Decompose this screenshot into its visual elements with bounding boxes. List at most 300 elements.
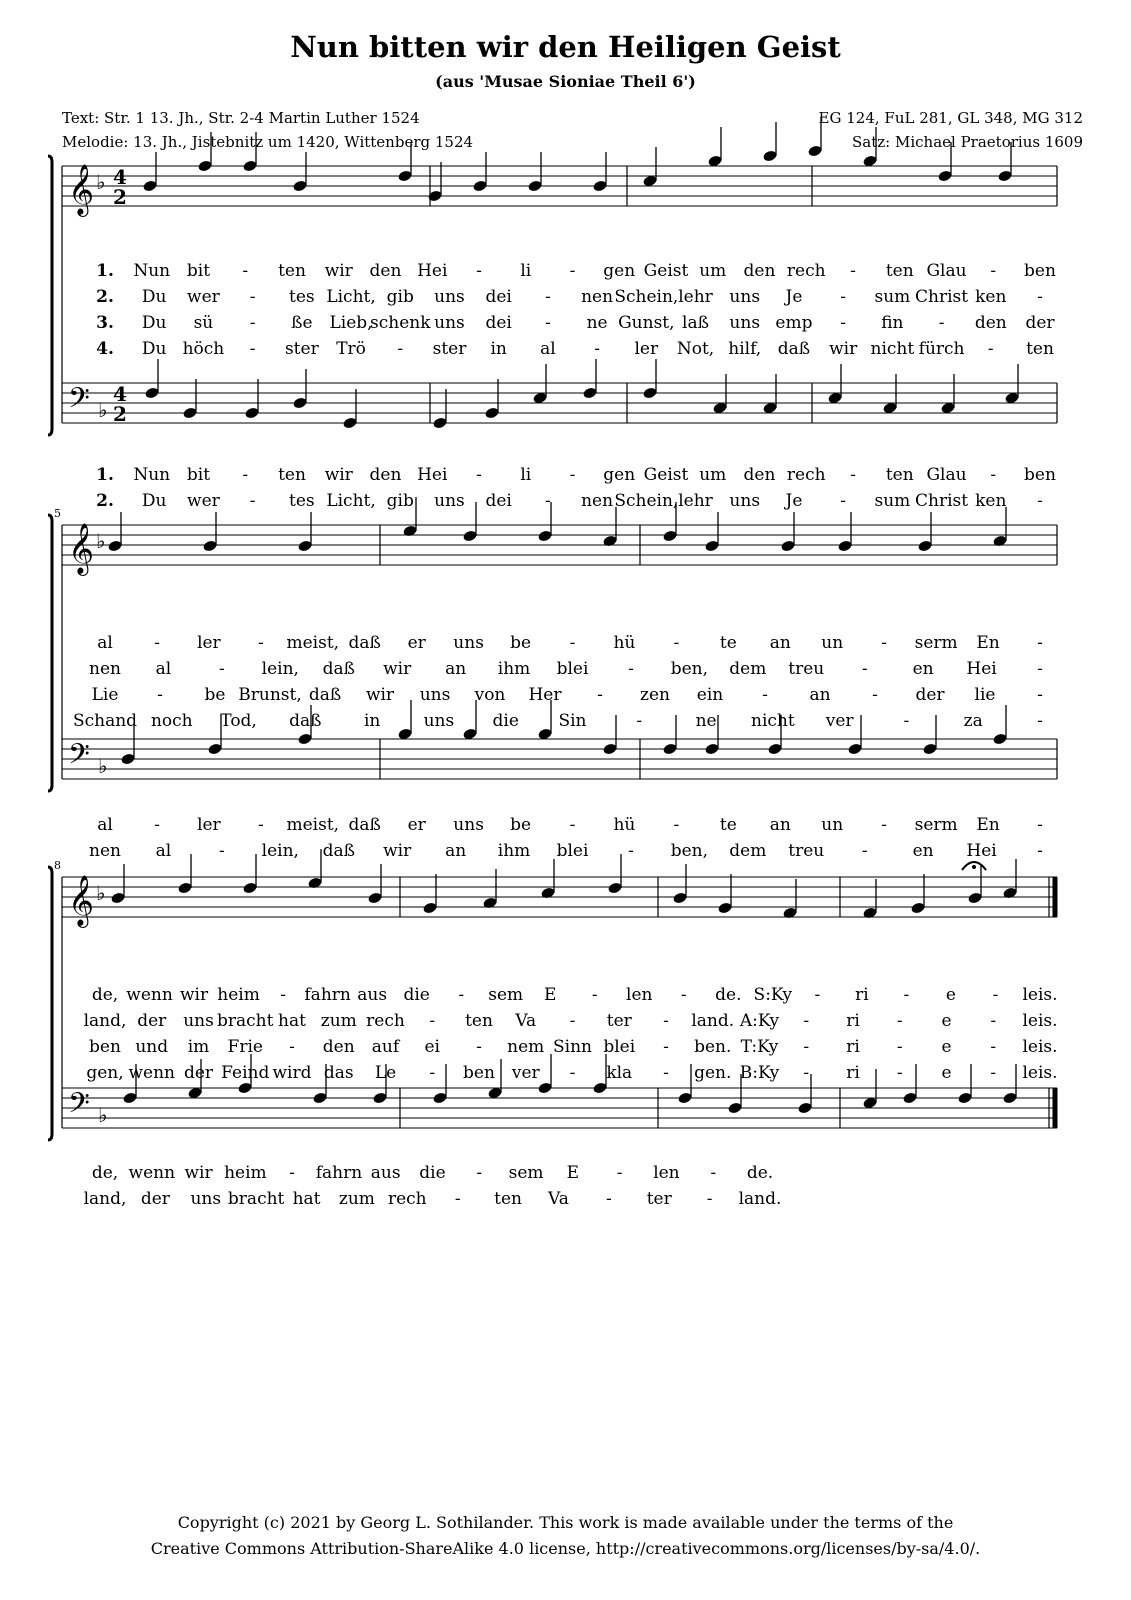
system-3-lower-lyrics-verse-2-syllable: land, [83, 1189, 127, 1209]
system-1-lower-lyrics-verse-2-syllable: uns [434, 491, 465, 511]
system-3-upper-lyrics-verse-2-syllable: rech [366, 1011, 405, 1031]
system-1-upper-lyrics-verse-3-syllable: der [1025, 313, 1055, 333]
system-1-upper-lyrics-verse-3-syllable: ne [586, 313, 608, 333]
system-2-upper-lyrics-verse-1-syllable: - [154, 633, 160, 653]
system-3-upper-lyrics-verse-3-syllable: ri [846, 1037, 860, 1057]
system-3-lower-lyrics-verse-2-syllable: - [605, 1189, 612, 1209]
system-1-upper-lyrics-verse-4-syllable: - [987, 339, 994, 359]
system-2-upper-lyrics-verse-3-syllable: lie [974, 685, 996, 705]
system-1-upper-lyrics-verse-2-syllable: Christ [915, 287, 969, 307]
system-3-upper-lyrics-verse-3-syllable: leis. [1022, 1037, 1058, 1057]
system-1-lower-lyrics-verse-1-syllable: ben [1024, 465, 1056, 485]
system-2-upper-lyrics-verse-4-syllable: - [903, 711, 910, 731]
system-2-lower-lyrics-verse-2-syllable: - [861, 841, 868, 861]
system-1-upper-lyrics-verse-2-syllable: Licht, [326, 287, 376, 307]
system-2-upper-lyrics-verse-2-syllable: ihm [497, 659, 531, 679]
system-3-upper-lyrics-verse-2-syllable: land, [83, 1011, 127, 1031]
system-1-upper-lyrics-verse-3-syllable: - [545, 313, 551, 333]
time-signature-top: 4 [113, 165, 127, 189]
system-3-upper-lyrics-verse-1-syllable: sem [488, 985, 524, 1005]
system-2-upper-lyrics-verse-4-syllable: die [492, 711, 519, 731]
system-2-upper-lyrics-verse-4-syllable: za [963, 711, 983, 731]
system-2-upper-lyrics-verse-4-syllable: Sin [558, 711, 587, 731]
system-2-upper-lyrics-verse-4-syllable: daß [289, 711, 322, 731]
system-1-upper-lyrics-verse-4-syllable: ler [634, 339, 659, 359]
system-3-upper-lyrics-verse-4-syllable: - [663, 1063, 669, 1083]
system-3-upper-lyrics-verse-1-syllable: wenn [126, 985, 173, 1005]
system-1-lower-lyrics-verse-2-syllable: - [249, 491, 256, 511]
system-3-upper-lyrics-verse-4-syllable: - [429, 1063, 436, 1083]
system-3-upper-lyrics-verse-3-syllable: T:Ky [740, 1037, 779, 1057]
system-2-upper-lyrics-verse-4-syllable: in [363, 711, 381, 731]
system-3-upper-lyrics-verse-3-syllable: nem [507, 1037, 545, 1057]
system-1-upper-lyrics-verse-1-syllable: Glau [926, 261, 967, 281]
system-1-lower-lyrics-verse-2-syllable: 2. [96, 491, 114, 511]
system-1-upper-lyrics-verse-1-syllable: ten [885, 261, 914, 281]
system-1-upper-lyrics-verse-2-syllable: - [840, 287, 847, 307]
system-1-upper-lyrics-verse-1-syllable: - [990, 261, 997, 281]
system-3-upper-lyrics-verse-1-syllable: de. [715, 985, 742, 1005]
system-2-lower-lyrics-verse-1-syllable: En [976, 815, 1000, 835]
system-3-upper-lyrics-verse-3-syllable: den [322, 1037, 355, 1057]
system-3-lower-lyrics-verse-1-syllable: aus [370, 1163, 401, 1183]
system-2-lower-lyrics-verse-2-syllable: Hei [966, 841, 997, 861]
system-3-upper-lyrics-verse-2-syllable: der [137, 1011, 167, 1031]
system-2-lower-lyrics-verse-1-syllable: daß [348, 815, 381, 835]
system-2-upper-lyrics-verse-2-syllable: - [1037, 659, 1043, 679]
system-1-upper-lyrics-verse-2-syllable: gib [386, 287, 414, 307]
system-1-upper-lyrics-verse-2-syllable: - [545, 287, 551, 307]
system-3-lower-lyrics-verse-2-syllable: der [140, 1189, 170, 1209]
system-2-lower-lyrics-verse-1-syllable: serm [914, 815, 958, 835]
system-1-upper-lyrics-verse-1-syllable: - [850, 261, 856, 281]
system-1-lower-lyrics-verse-1-syllable: - [476, 465, 482, 485]
system-2-lower-lyrics-verse-2-syllable: an [445, 841, 467, 861]
system-3-lower-lyrics-verse-1-syllable: len [653, 1163, 680, 1183]
system-1-upper-lyrics-verse-4-syllable: daß [777, 339, 811, 359]
system-2-upper-lyrics-verse-2-syllable: Hei [966, 659, 997, 679]
system-3-upper-lyrics-verse-4-syllable: Feind [221, 1063, 270, 1083]
system-3-upper-lyrics-verse-2-syllable: ten [465, 1011, 493, 1031]
system-1-lower-lyrics-verse-1-syllable: den [369, 465, 402, 485]
system-1-upper-lyrics-verse-1-syllable: Nun [133, 261, 171, 281]
system-3-upper-lyrics-verse-2-syllable: - [569, 1011, 576, 1031]
system-1-lower-lyrics-verse-2-syllable: sum [874, 491, 911, 511]
system-3-upper-lyrics-verse-4-syllable: Le [374, 1063, 397, 1083]
system-3-upper-lyrics-verse-4-syllable: - [569, 1063, 576, 1083]
system-3-upper-lyrics-verse-2-syllable: leis. [1022, 1011, 1058, 1031]
system-2-upper-lyrics-verse-3-syllable: - [157, 685, 163, 705]
system-1-upper-lyrics-verse-2-syllable: tes [289, 287, 315, 307]
system-3-lower-lyrics-verse-1-syllable: fahrn [315, 1163, 363, 1183]
system-1-upper-lyrics-verse-2-syllable: lehr [678, 287, 713, 307]
system-1-upper-lyrics-verse-1-syllable: - [242, 261, 249, 281]
system-2-upper-lyrics-verse-1-syllable: - [1037, 633, 1043, 653]
system-2-upper-lyrics-verse-4-syllable: uns [423, 711, 455, 731]
system-2-lower-lyrics-verse-2-syllable: nen [89, 841, 121, 861]
system-1-upper-lyrics-verse-4-syllable: - [397, 339, 404, 359]
system-1-lower-lyrics-verse-1-syllable: wir [324, 465, 353, 485]
system-1-upper-lyrics-verse-3-syllable: - [249, 313, 256, 333]
system-1-upper-lyrics-verse-1-syllable: rech [786, 261, 826, 281]
system-2-upper-lyrics-verse-1-syllable: un [821, 633, 844, 653]
system-3-upper-lyrics-verse-1-syllable: - [814, 985, 821, 1005]
system-3-lower-lyrics-verse-1-syllable: de. [746, 1163, 774, 1183]
system-1-upper-lyrics-verse-2-syllable: 2. [96, 287, 114, 307]
fermata-dot-icon [972, 865, 976, 869]
system-3-treble-flat-icon: ♭ [96, 881, 106, 905]
system-2-lower-lyrics-verse-2-syllable: en [912, 841, 934, 861]
system-3-measure-number: 8 [54, 859, 61, 872]
system-1-upper-lyrics-verse-1-syllable: 1. [96, 261, 114, 281]
system-1-upper-lyrics-verse-2-syllable: nen [581, 287, 614, 307]
system-3-upper-lyrics-verse-2-syllable: ter [606, 1011, 632, 1031]
system-2-upper-lyrics-verse-2-syllable: dem [729, 659, 767, 679]
system-3-lower-lyrics-verse-1-syllable: de, [91, 1163, 119, 1183]
system-1-upper-lyrics-verse-4-syllable: 4. [96, 339, 114, 359]
system-3-upper-lyrics-verse-4-syllable: wird [272, 1063, 312, 1083]
system-1-lower-lyrics-verse-1-syllable: - [242, 465, 249, 485]
system-3-upper-lyrics-verse-1-syllable: ri [855, 985, 869, 1005]
system-2-lower-lyrics-verse-1-syllable: - [569, 815, 576, 835]
system-3-lower-lyrics-verse-2-syllable: ter [646, 1189, 672, 1209]
system-1-upper-lyrics-verse-3-syllable: Du [141, 313, 167, 333]
system-1-upper-lyrics-verse-3-syllable: dei [485, 313, 512, 333]
system-1-lower-lyrics-verse-2-syllable: tes [289, 491, 315, 511]
system-2-upper-lyrics-verse-3-syllable: Brunst, [238, 685, 302, 705]
system-1-upper-lyrics-verse-2-syllable: uns [434, 287, 465, 307]
system-3-upper-lyrics-verse-2-syllable: zum [320, 1011, 357, 1031]
setting-credit: Satz: Michael Praetorius 1609 [852, 133, 1083, 151]
system-2-upper-lyrics-verse-2-syllable: daß [322, 659, 355, 679]
copyright-line-2: Creative Commons Attribution-ShareAlike 4.0 license, http://creativecommons.org/licenses/by-sa/4.0/. [150, 1539, 981, 1558]
system-2-lower-lyrics-verse-2-syllable: wir [383, 841, 412, 861]
system-1-lower-lyrics-verse-2-syllable: uns [729, 491, 761, 511]
system-3-upper-lyrics-verse-2-syllable: - [896, 1011, 903, 1031]
system-1-lower-lyrics-verse-1-syllable: gen [603, 465, 636, 485]
system-3-lower-lyrics-verse-1-syllable: - [476, 1163, 483, 1183]
system-1-upper-lyrics-verse-2-syllable: Du [141, 287, 167, 307]
melody-credit: Melodie: 13. Jh., Jistebnitz um 1420, Wittenberg 1524 [62, 133, 474, 151]
system-1-lower-lyrics-verse-2-syllable: - [545, 491, 551, 511]
system-1-treble-clef-icon: 𝄞 [68, 164, 95, 215]
system-1-lower-lyrics-verse-2-syllable: wer [187, 491, 220, 511]
system-3-upper-lyrics-verse-3-syllable: ben [89, 1037, 121, 1057]
system-2-upper-lyrics-verse-2-syllable: en [912, 659, 934, 679]
system-3-upper-lyrics-verse-2-syllable: - [429, 1011, 436, 1031]
system-1-upper-lyrics-verse-3-syllable: schenk [370, 313, 431, 333]
system-3-lower-lyrics-verse-1-syllable: - [289, 1163, 296, 1183]
system-1-lower-lyrics-verse-1-syllable: Hei [417, 465, 448, 485]
system-1-lower-lyrics-verse-1-syllable: li [520, 465, 532, 485]
system-1-lower-lyrics-verse-1-syllable: den [743, 465, 776, 485]
system-3-upper-lyrics-verse-3-syllable: - [476, 1037, 482, 1057]
system-1-lower-lyrics-verse-1-syllable: - [569, 465, 576, 485]
system-1-upper-lyrics-verse-3-syllable: den [974, 313, 1007, 333]
system-1-upper-lyrics-verse-4-syllable: höch [182, 339, 225, 359]
system-3-upper-lyrics-verse-1-syllable: - [591, 985, 598, 1005]
system-1-upper-lyrics-verse-3-syllable: emp [775, 313, 813, 333]
system-3-upper-lyrics-verse-3-syllable: - [803, 1037, 810, 1057]
system-1-bracket [48, 156, 52, 435]
time-signature-bottom: 2 [113, 185, 127, 209]
system-2-upper-lyrics-verse-3-syllable: von [474, 685, 506, 705]
system-2-upper-lyrics-verse-2-syllable: an [445, 659, 467, 679]
system-3-upper-lyrics-verse-4-syllable: ben [463, 1063, 495, 1083]
system-1-lower-lyrics-verse-1-syllable: Nun [133, 465, 171, 485]
system-3-upper-lyrics-verse-4-syllable: kla [606, 1063, 633, 1083]
system-1-bass-clef-icon: 𝄢 [68, 382, 90, 422]
system-3-upper-lyrics-verse-1-syllable: wir [179, 985, 209, 1005]
hymnal-refs: EG 124, FuL 281, GL 348, MG 312 [818, 109, 1083, 127]
system-1-upper-lyrics-verse-4-syllable: hilf, [728, 339, 762, 359]
system-3-lower-lyrics-verse-2-syllable: rech [387, 1189, 427, 1209]
system-1-upper-lyrics-verse-1-syllable: gen [603, 261, 636, 281]
system-2-lower-lyrics-verse-2-syllable: - [1037, 841, 1043, 861]
system-1-upper-lyrics-verse-1-syllable: wir [324, 261, 353, 281]
system-3-lower-lyrics-verse-2-syllable: bracht [227, 1189, 285, 1209]
system-3-upper-lyrics-verse-4-syllable: das [323, 1063, 354, 1083]
system-3-upper-lyrics-verse-2-syllable: uns [183, 1011, 214, 1031]
system-3-upper-lyrics-verse-4-syllable: ri [846, 1063, 860, 1083]
system-1-upper-lyrics-verse-1-syllable: li [520, 261, 532, 281]
system-3-upper-lyrics-verse-1-syllable: die [403, 985, 430, 1005]
system-3-upper-lyrics-verse-1-syllable: fahrn [304, 985, 351, 1005]
system-2-upper-lyrics-verse-2-syllable: - [219, 659, 225, 679]
system-3-lower-lyrics-verse-2-syllable: land. [738, 1189, 782, 1209]
system-3-upper-lyrics-verse-1-syllable: S:Ky [753, 985, 793, 1005]
system-2-upper-lyrics-verse-3-syllable: - [872, 685, 878, 705]
system-3-upper-lyrics-verse-3-syllable: blei [603, 1037, 636, 1057]
system-3-upper-lyrics-verse-3-syllable: - [896, 1037, 903, 1057]
system-1-upper-lyrics-verse-2-syllable: sum [874, 287, 911, 307]
system-2-upper-lyrics-verse-1-syllable: hü [613, 633, 636, 653]
system-1-upper-lyrics-verse-1-syllable: ten [278, 261, 306, 281]
system-1-upper-lyrics-verse-2-syllable: - [1037, 287, 1043, 307]
system-2-lower-lyrics-verse-1-syllable: un [821, 815, 844, 835]
system-2-treble-clef-icon: 𝄞 [68, 523, 95, 574]
system-1-bass-flat-icon: ♭ [98, 398, 108, 422]
system-3-upper-lyrics-verse-1-syllable: - [680, 985, 687, 1005]
system-3-lower-lyrics-verse-2-syllable: hat [292, 1189, 321, 1209]
system-3-upper-lyrics-verse-2-syllable: Va [515, 1011, 537, 1031]
system-2-lower-lyrics-verse-2-syllable: treu [788, 841, 825, 861]
system-1-lower-lyrics-verse-2-syllable: gib [386, 491, 414, 511]
system-2-upper-lyrics-verse-3-syllable: - [597, 685, 603, 705]
system-1-upper-lyrics-verse-4-syllable: fürch [918, 339, 965, 359]
system-3-upper-lyrics-verse-4-syllable: - [803, 1063, 810, 1083]
system-1-upper-lyrics-verse-4-syllable: Du [141, 339, 167, 359]
system-1-upper-lyrics-verse-3-syllable: Lieb, [329, 313, 373, 333]
system-2-measure-number: 5 [54, 507, 61, 520]
system-2-upper-lyrics-verse-1-syllable: En [976, 633, 1000, 653]
system-1-upper-lyrics-verse-4-syllable: Trö [336, 339, 366, 359]
system-1-lower-lyrics-verse-1-syllable: Geist [643, 465, 689, 485]
system-2-upper-lyrics-verse-4-syllable: Schand [72, 711, 138, 731]
system-2-upper-lyrics-verse-2-syllable: al [155, 659, 172, 679]
system-3-upper-lyrics-verse-4-syllable: leis. [1022, 1063, 1058, 1083]
system-2-upper-lyrics-verse-2-syllable: treu [788, 659, 825, 679]
system-3-upper-lyrics-verse-2-syllable: - [803, 1011, 810, 1031]
system-2-lower-lyrics-verse-1-syllable: te [719, 815, 737, 835]
system-1-upper-lyrics-verse-4-syllable: ster [432, 339, 467, 359]
system-2-lower-lyrics-verse-2-syllable: - [628, 841, 634, 861]
system-2-upper-lyrics-verse-2-syllable: nen [89, 659, 121, 679]
system-3-lower-lyrics-verse-1-syllable: heim [224, 1163, 267, 1183]
system-2-lower-lyrics-verse-2-syllable: - [219, 841, 225, 861]
system-2-upper-lyrics-verse-1-syllable: uns [453, 633, 484, 653]
system-3-lower-lyrics-verse-1-syllable: die [419, 1163, 446, 1183]
system-1-upper-lyrics-verse-1-syllable: bit [186, 261, 211, 281]
system-1-upper-lyrics-verse-3-syllable: sü [193, 313, 214, 333]
system-2-upper-lyrics-verse-1-syllable: be [510, 633, 532, 653]
system-3-upper-lyrics-verse-3-syllable: auf [371, 1037, 400, 1057]
system-2-upper-lyrics-verse-3-syllable: be [204, 685, 226, 705]
system-3-upper-lyrics-verse-3-syllable: ei [424, 1037, 440, 1057]
system-2-upper-lyrics-verse-1-syllable: ler [197, 633, 221, 653]
system-2-lower-lyrics-verse-1-syllable: - [154, 815, 160, 835]
system-2-upper-lyrics-verse-3-syllable: Her [528, 685, 562, 705]
system-2-upper-lyrics-verse-3-syllable: ein [696, 685, 724, 705]
system-2-lower-lyrics-verse-1-syllable: - [673, 815, 680, 835]
system-3-upper-lyrics-verse-3-syllable: - [663, 1037, 669, 1057]
system-2-lower-lyrics-verse-1-syllable: - [881, 815, 888, 835]
time-signature-bass-top: 4 [113, 382, 127, 406]
system-3-upper-lyrics-verse-2-syllable: bracht [217, 1011, 274, 1031]
system-1-lower-lyrics-verse-1-syllable: - [850, 465, 856, 485]
system-3-upper-lyrics-verse-3-syllable: - [990, 1037, 997, 1057]
system-2-lower-lyrics-verse-1-syllable: er [407, 815, 426, 835]
system-3-upper-lyrics-verse-3-syllable: Sinn [553, 1037, 592, 1057]
system-2-upper-lyrics-verse-1-syllable: meist, [286, 633, 340, 653]
system-2-upper-lyrics-verse-4-syllable: ver [825, 711, 854, 731]
system-2-lower-lyrics-verse-1-syllable: al [97, 815, 113, 835]
system-1-lower-lyrics-verse-2-syllable: ken [975, 491, 1007, 511]
system-1-upper-lyrics-verse-3-syllable: - [938, 313, 945, 333]
system-3-upper-lyrics-verse-4-syllable: ver [511, 1063, 540, 1083]
time-signature-bass-bottom: 2 [113, 402, 127, 426]
system-1-lower-lyrics-verse-2-syllable: Je [785, 491, 803, 511]
system-2-upper-lyrics-verse-3-syllable: an [809, 685, 831, 705]
copyright-line-1: Copyright (c) 2021 by Georg L. Sothilander. This work is made available under the terms of the [177, 1513, 954, 1532]
system-2-lower-lyrics-verse-1-syllable: - [1037, 815, 1043, 835]
system-1-lower-lyrics-verse-2-syllable: - [840, 491, 847, 511]
system-2-lower-lyrics-verse-1-syllable: hü [613, 815, 636, 835]
system-3-upper-lyrics-verse-1-syllable: e [945, 985, 956, 1005]
system-3-upper-lyrics-verse-2-syllable: - [663, 1011, 669, 1031]
system-3-upper-lyrics-verse-3-syllable: und [135, 1037, 169, 1057]
system-1-upper-lyrics-verse-3-syllable: Gunst, [618, 313, 675, 333]
system-2-upper-lyrics-verse-2-syllable: - [861, 659, 868, 679]
system-1-upper-lyrics-verse-1-syllable: Hei [417, 261, 448, 281]
system-2-upper-lyrics-verse-1-syllable: er [407, 633, 426, 653]
system-2-bass-clef-icon: 𝄢 [68, 738, 90, 778]
system-2-upper-lyrics-verse-1-syllable: daß [348, 633, 381, 653]
system-2-upper-lyrics-verse-3-syllable: uns [419, 685, 451, 705]
system-3-upper-lyrics-verse-4-syllable: wenn [128, 1063, 176, 1083]
system-1-upper-lyrics-verse-2-syllable: ken [975, 287, 1007, 307]
system-1-lower-lyrics-verse-1-syllable: ten [885, 465, 914, 485]
system-2-bracket [48, 515, 52, 791]
system-3-lower-lyrics-verse-1-syllable: sem [508, 1163, 544, 1183]
system-1-upper-lyrics-verse-4-syllable: in [490, 339, 507, 359]
system-3-lower-lyrics-verse-2-syllable: uns [190, 1189, 222, 1209]
system-3-upper-lyrics-verse-2-syllable: ri [846, 1011, 860, 1031]
system-2-upper-lyrics-verse-4-syllable: ne [695, 711, 717, 731]
system-1-lower-lyrics-verse-2-syllable: Licht, [326, 491, 376, 511]
system-3-upper-lyrics-verse-1-syllable: E [544, 985, 557, 1005]
system-1-upper-lyrics-verse-1-syllable: den [369, 261, 402, 281]
system-2-lower-lyrics-verse-1-syllable: uns [453, 815, 484, 835]
system-2-upper-lyrics-verse-2-syllable: - [628, 659, 634, 679]
system-2-lower-lyrics-verse-2-syllable: al [155, 841, 172, 861]
system-2-lower-lyrics-verse-2-syllable: dem [729, 841, 767, 861]
system-3-upper-lyrics-verse-1-syllable: leis. [1022, 985, 1058, 1005]
system-3-upper-lyrics-verse-2-syllable: hat [278, 1011, 306, 1031]
system-1-upper-lyrics-verse-4-syllable: ster [284, 339, 319, 359]
system-1-upper-lyrics-verse-1-syllable: Geist [643, 261, 689, 281]
system-3-upper-lyrics-verse-2-syllable: land. [691, 1011, 735, 1031]
system-3-upper-lyrics-verse-3-syllable: ben. [694, 1037, 732, 1057]
system-1-upper-lyrics-verse-2-syllable: uns [729, 287, 761, 307]
system-2-upper-lyrics-verse-1-syllable: te [719, 633, 737, 653]
system-2-upper-lyrics-verse-3-syllable: Lie [91, 685, 119, 705]
system-1-upper-lyrics-verse-1-syllable: den [743, 261, 776, 281]
system-1-upper-lyrics-verse-1-syllable: ben [1024, 261, 1056, 281]
system-2-lower-lyrics-verse-2-syllable: lein, [261, 841, 299, 861]
system-2-upper-lyrics-verse-1-syllable: - [569, 633, 576, 653]
system-3-lower-lyrics-verse-1-syllable: - [710, 1163, 717, 1183]
system-1-lower-lyrics-verse-1-syllable: - [990, 465, 997, 485]
system-3-lower-lyrics-verse-2-syllable: - [454, 1189, 461, 1209]
system-2-lower-lyrics-verse-2-syllable: blei [556, 841, 589, 861]
system-1-upper-lyrics-verse-1-syllable: - [476, 261, 482, 281]
system-3-upper-lyrics-verse-3-syllable: im [187, 1037, 210, 1057]
system-1-lower-lyrics-verse-2-syllable: Du [141, 491, 167, 511]
system-1-lower-lyrics-verse-1-syllable: 1. [96, 465, 114, 485]
system-2-upper-lyrics-verse-2-syllable: wir [383, 659, 412, 679]
system-2-upper-lyrics-verse-3-syllable: - [762, 685, 768, 705]
system-3-upper-lyrics-verse-1-syllable: len [626, 985, 653, 1005]
system-3-upper-lyrics-verse-2-syllable: e [941, 1011, 952, 1031]
system-3-upper-lyrics-verse-3-syllable: - [289, 1037, 295, 1057]
system-3-upper-lyrics-verse-4-syllable: - [990, 1063, 997, 1083]
system-1-upper-lyrics-verse-4-syllable: - [594, 339, 600, 359]
system-2-upper-lyrics-verse-1-syllable: an [769, 633, 791, 653]
system-1-upper-lyrics-verse-3-syllable: ße [291, 313, 313, 333]
system-3-upper-lyrics-verse-3-syllable: e [941, 1037, 952, 1057]
system-3-upper-lyrics-verse-2-syllable: A:Ky [739, 1011, 780, 1031]
system-2-lower-lyrics-verse-1-syllable: - [257, 815, 264, 835]
page-title: Nun bitten wir den Heiligen Geist [290, 30, 841, 64]
system-3-upper-lyrics-verse-4-syllable: gen. [694, 1063, 732, 1083]
system-2-upper-lyrics-verse-3-syllable: - [1037, 685, 1043, 705]
system-2-upper-lyrics-verse-3-syllable: daß [308, 685, 342, 705]
system-2-upper-lyrics-verse-4-syllable: - [1037, 711, 1043, 731]
system-1-upper-lyrics-verse-3-syllable: - [840, 313, 847, 333]
system-3-lower-lyrics-verse-1-syllable: wir [184, 1163, 213, 1183]
system-3-upper-lyrics-verse-1-syllable: - [903, 985, 910, 1005]
system-3-lower-lyrics-verse-1-syllable: E [566, 1163, 580, 1183]
system-2-lower-lyrics-verse-2-syllable: daß [322, 841, 355, 861]
system-2-lower-lyrics-verse-1-syllable: meist, [286, 815, 340, 835]
system-1-lower-lyrics-verse-1-syllable: um [699, 465, 727, 485]
system-1-upper-lyrics-verse-3-syllable: 3. [96, 313, 114, 333]
system-1-upper-lyrics-verse-3-syllable: laß [682, 313, 709, 333]
system-3-lower-lyrics-verse-2-syllable: ten [494, 1189, 522, 1209]
system-2-lower-lyrics-verse-1-syllable: an [769, 815, 791, 835]
system-2-upper-lyrics-verse-1-syllable: - [881, 633, 888, 653]
